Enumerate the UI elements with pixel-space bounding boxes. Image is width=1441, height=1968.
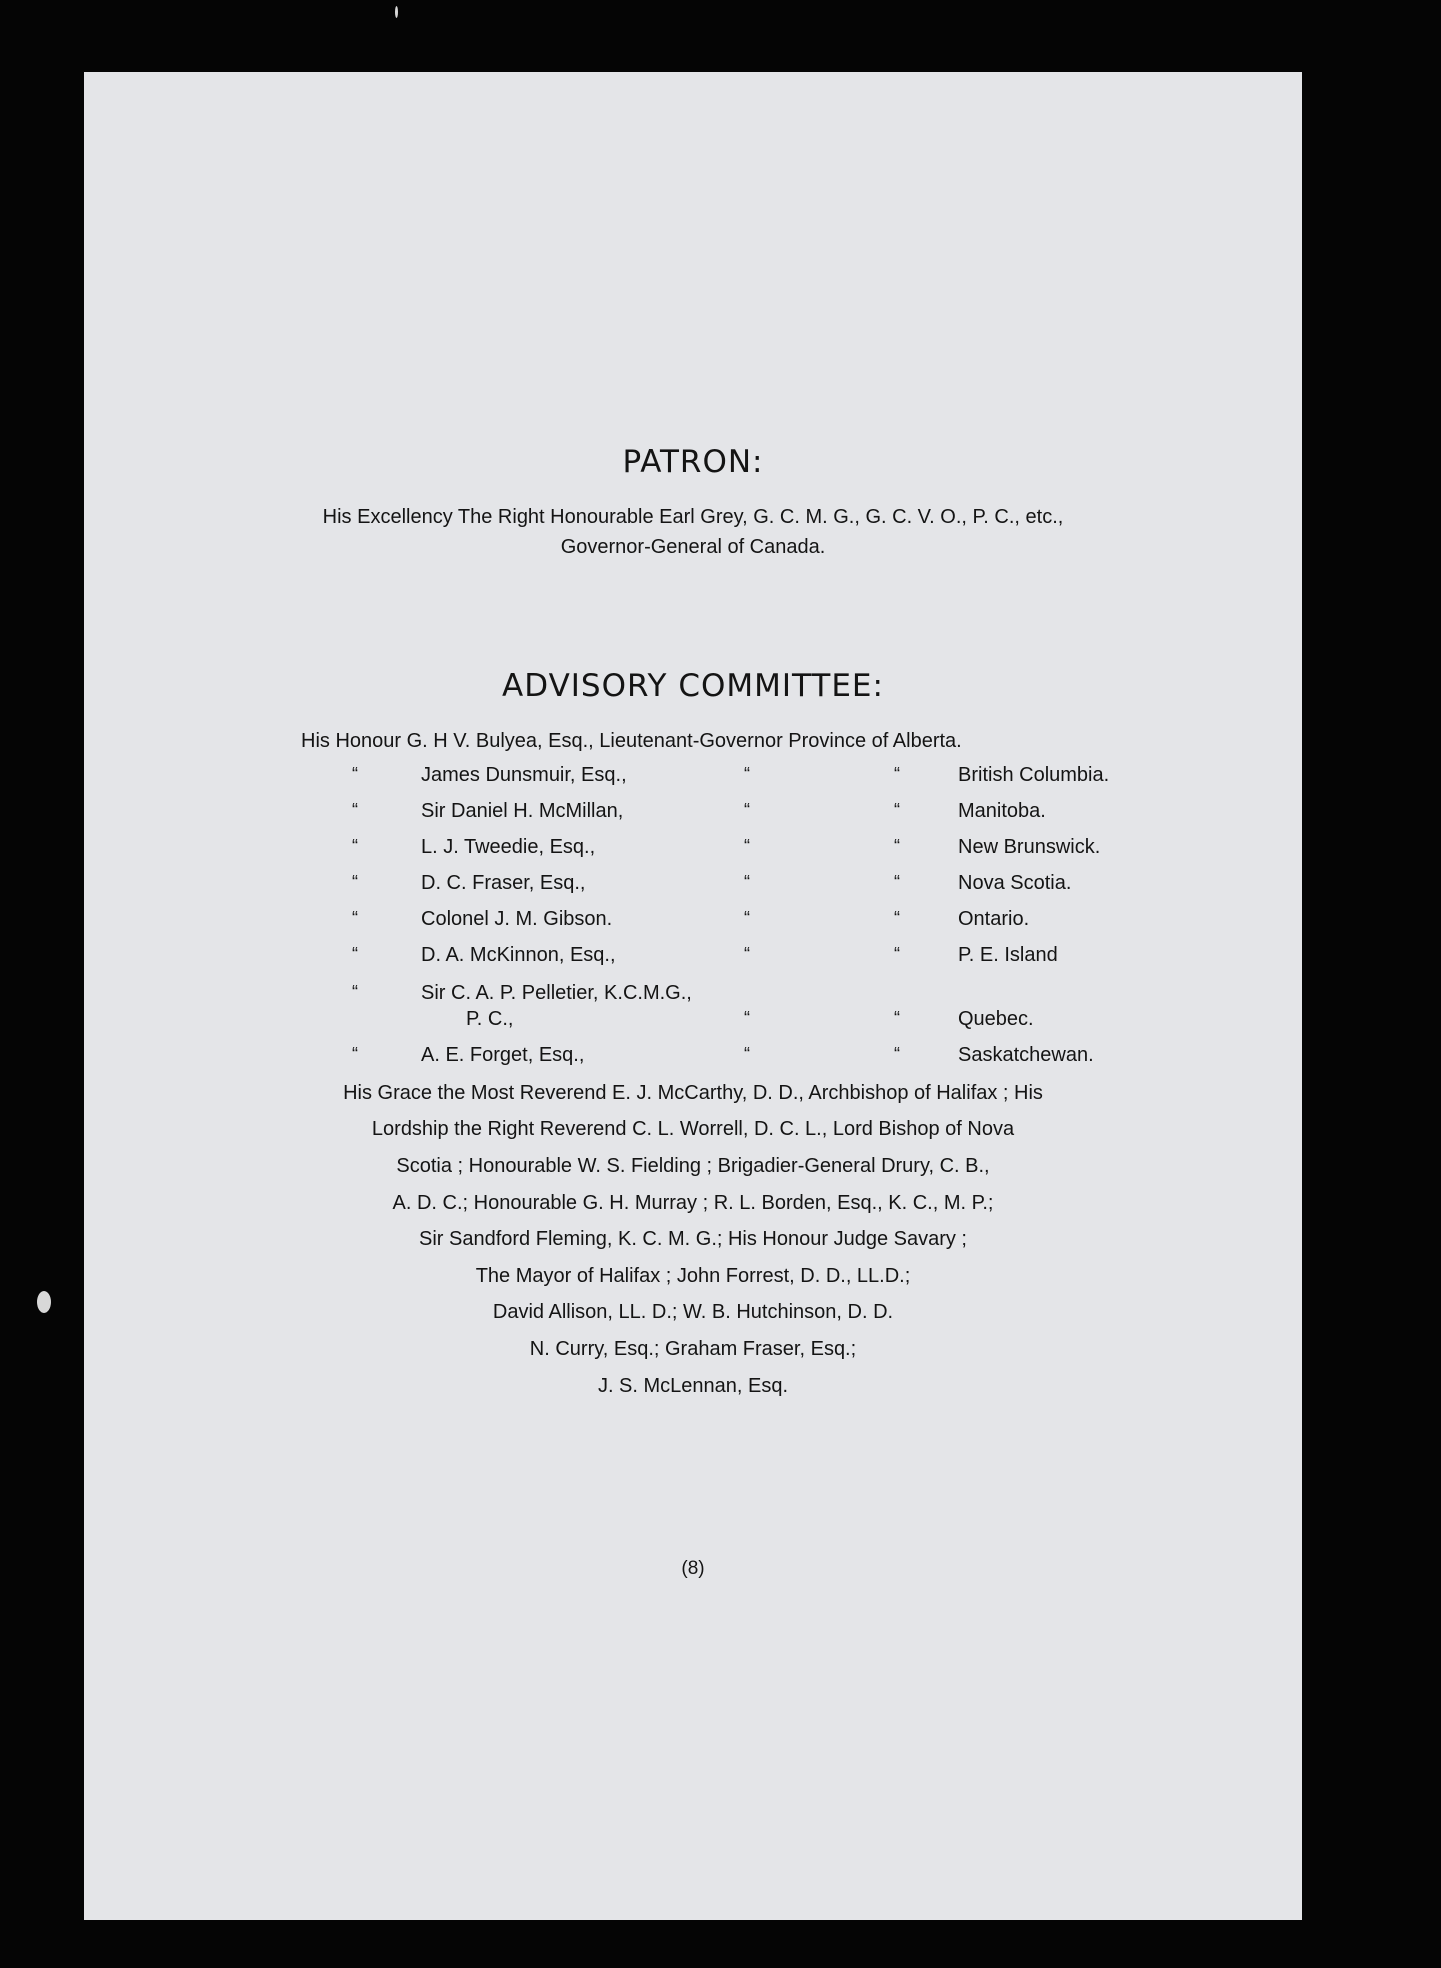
- ditto-mark: “: [744, 1008, 750, 1028]
- committee-paragraph-line: The Mayor of Halifax ; John Forrest, D. D., LL.D.;: [475, 1265, 911, 1287]
- scan-speck: [37, 1291, 51, 1313]
- province-name: Saskatchewan.: [958, 1044, 1094, 1066]
- ditto-mark: “: [352, 908, 358, 928]
- committee-first-line: His Honour G. H V. Bulyea, Esq., Lieutenant-Governor Province of Alberta.: [301, 730, 962, 752]
- member-name: A. E. Forget, Esq.,: [421, 1044, 585, 1066]
- committee-paragraph-line: J. S. McLennan, Esq.: [597, 1375, 789, 1397]
- committee-row: [84, 872, 1302, 900]
- ditto-mark: “: [744, 908, 750, 928]
- member-name: L. J. Tweedie, Esq.,: [421, 836, 596, 858]
- ditto-mark: “: [894, 908, 900, 928]
- committee-paragraph-line: A. D. C.; Honourable G. H. Murray ; R. L. Borden, Esq., K. C., M. P.;: [392, 1192, 994, 1214]
- committee-paragraph-line: N. Curry, Esq.; Graham Fraser, Esq.;: [529, 1338, 857, 1360]
- member-name: James Dunsmuir, Esq.,: [421, 764, 627, 786]
- ditto-mark: “: [744, 836, 750, 856]
- member-name: Sir C. A. P. Pelletier, K.C.M.G.,: [421, 982, 692, 1004]
- committee-row: [84, 1008, 1302, 1036]
- province-name: Nova Scotia.: [958, 872, 1072, 894]
- committee-paragraph-line: His Grace the Most Reverend E. J. McCarthy, D. D., Archbishop of Halifax ; His: [343, 1082, 1043, 1104]
- ditto-mark: “: [894, 872, 900, 892]
- ditto-mark: “: [352, 836, 358, 856]
- committee-row: [84, 764, 1302, 792]
- ditto-mark: “: [352, 872, 358, 892]
- committee-paragraph-line: Scotia ; Honourable W. S. Fielding ; Brigadier-General Drury, C. B.,: [396, 1155, 990, 1177]
- member-name: D. C. Fraser, Esq.,: [421, 872, 586, 894]
- ditto-mark: “: [894, 1044, 900, 1064]
- scan-speck: [395, 6, 398, 18]
- committee-row: [84, 982, 1302, 1010]
- patron-heading: PATRON:: [622, 444, 764, 480]
- member-name: Colonel J. M. Gibson.: [421, 908, 613, 930]
- committee-row: [84, 800, 1302, 828]
- page-number: (8): [681, 1558, 705, 1579]
- committee-paragraph-line: Lordship the Right Reverend C. L. Worrell, D. C. L., Lord Bishop of Nova: [371, 1118, 1015, 1140]
- ditto-mark: “: [894, 764, 900, 784]
- province-name: Quebec.: [958, 1008, 1034, 1030]
- province-name: P. E. Island: [958, 944, 1058, 966]
- province-name: Ontario.: [958, 908, 1030, 930]
- committee-paragraph-line: Sir Sandford Fleming, K. C. M. G.; His Honour Judge Savary ;: [419, 1228, 967, 1250]
- ditto-mark: “: [894, 800, 900, 820]
- ditto-mark: “: [352, 944, 358, 964]
- ditto-mark: “: [744, 944, 750, 964]
- committee-paragraph-line: David Allison, LL. D.; W. B. Hutchinson, D. D.: [492, 1301, 894, 1323]
- ditto-mark: “: [894, 836, 900, 856]
- ditto-mark: “: [744, 764, 750, 784]
- ditto-mark: “: [352, 1044, 358, 1064]
- document-page: [84, 72, 1302, 1920]
- province-name: New Brunswick.: [958, 836, 1101, 858]
- advisory-committee-heading: ADVISORY COMMITTEE:: [502, 668, 884, 704]
- committee-row: [84, 944, 1302, 972]
- patron-line: Governor-General of Canada.: [560, 536, 826, 558]
- committee-row: [84, 908, 1302, 936]
- ditto-mark: “: [894, 1008, 900, 1028]
- ditto-mark: “: [744, 1044, 750, 1064]
- patron-line: His Excellency The Right Honourable Earl Grey, G. C. M. G., G. C. V. O., P. C., etc.,: [322, 506, 1064, 528]
- province-name: British Columbia.: [958, 764, 1110, 786]
- member-name: P. C.,: [466, 1008, 514, 1030]
- member-name: Sir Daniel H. McMillan,: [421, 800, 624, 822]
- ditto-mark: “: [352, 764, 358, 784]
- ditto-mark: “: [352, 800, 358, 820]
- ditto-mark: “: [744, 800, 750, 820]
- committee-row: [84, 836, 1302, 864]
- ditto-mark: “: [744, 872, 750, 892]
- ditto-mark: “: [894, 944, 900, 964]
- committee-row: [84, 1044, 1302, 1072]
- member-name: D. A. McKinnon, Esq.,: [421, 944, 616, 966]
- ditto-mark: “: [352, 982, 358, 1002]
- province-name: Manitoba.: [958, 800, 1046, 822]
